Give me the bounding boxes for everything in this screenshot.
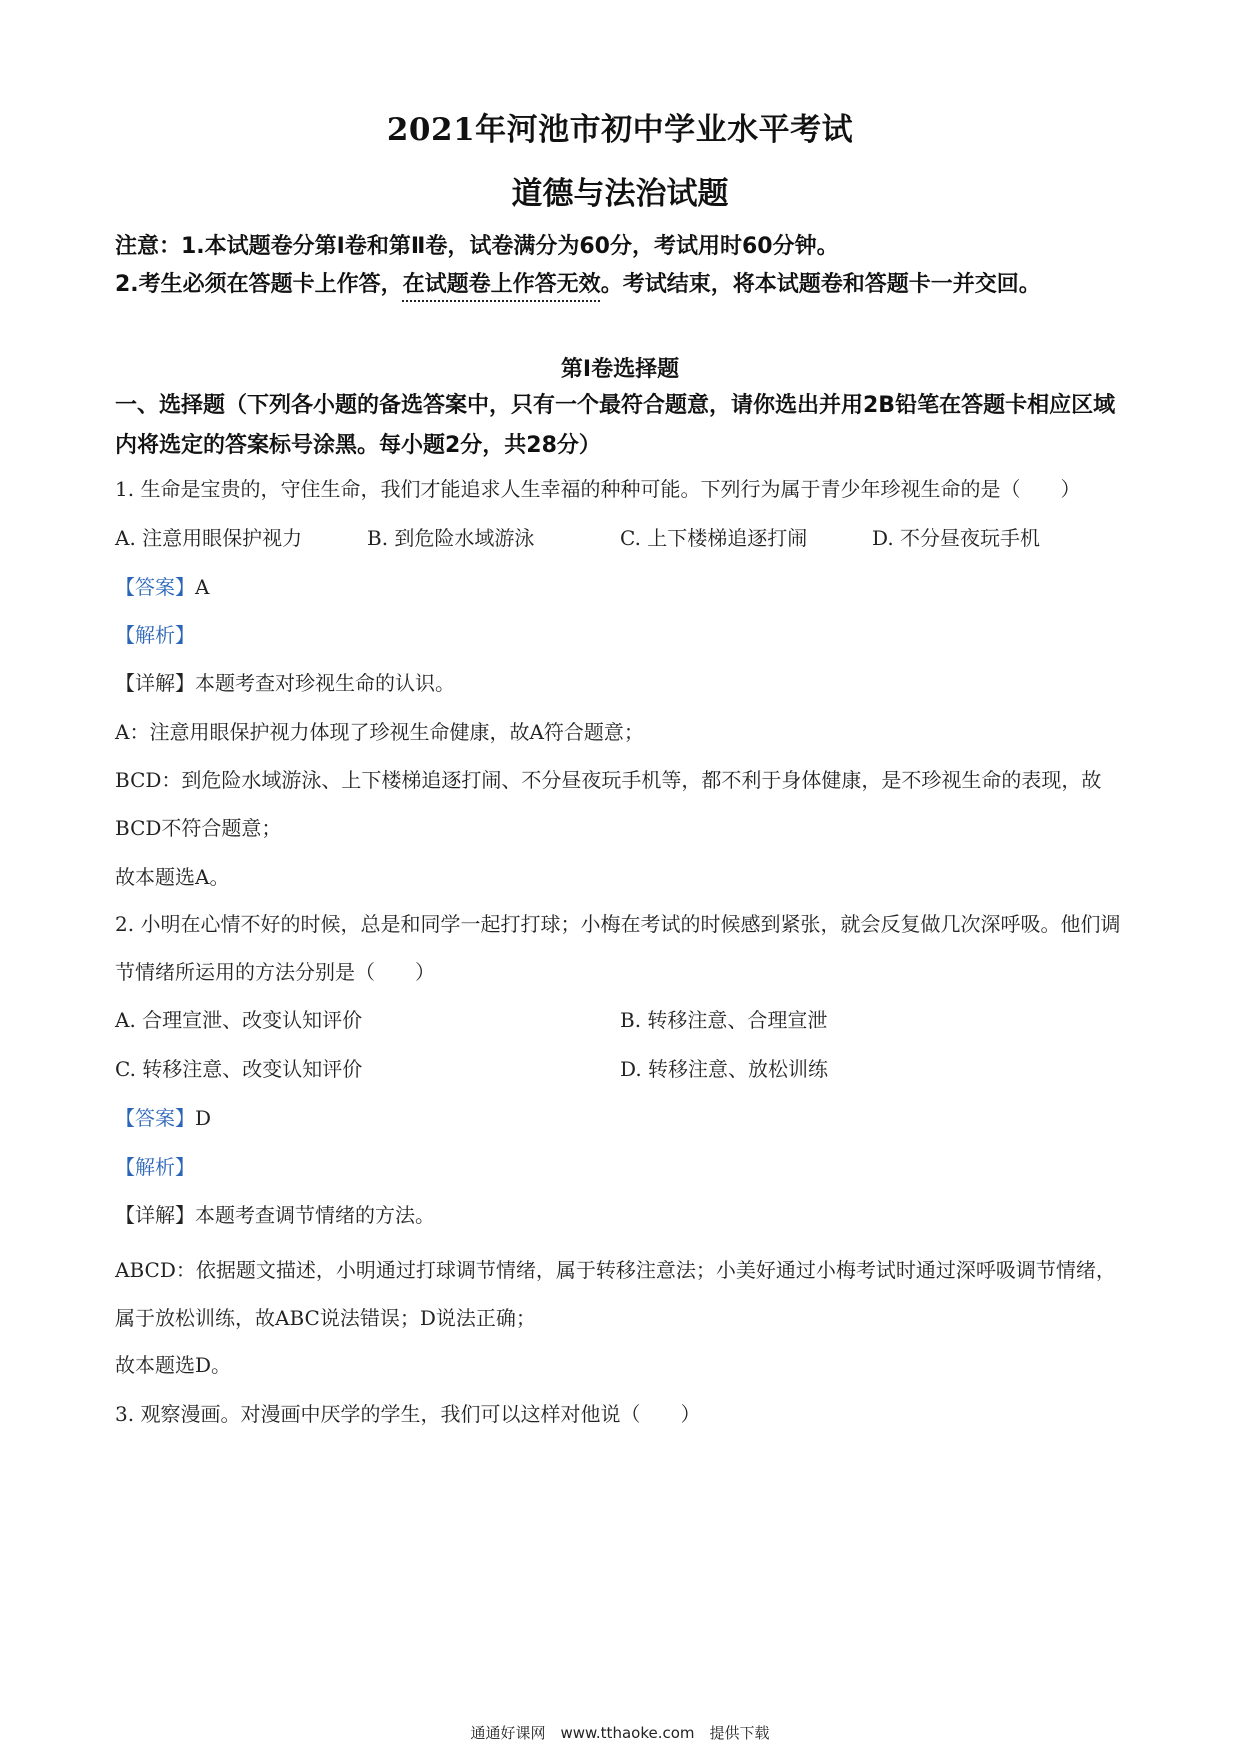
- q2-stem: 2. 小明在心情不好的时候，总是和同学一起打打球；小梅在考试的时候感到紧张，就会反复做几次深呼吸。他们调节情绪所运用的方法分别是（ ）: [115, 912, 1121, 984]
- answer-tag: 【答案】: [115, 575, 195, 599]
- q1-explanation-bcd: BCD：到危险水域游泳、上下楼梯追逐打闹、不分昼夜玩手机等，都不利于身体健康，是不珍视生命的表现，故BCD不符合题意；: [115, 768, 1102, 840]
- q3-stem: 3. 观察漫画。对漫画中厌学的学生，我们可以这样对他说（ ）: [115, 1402, 701, 1426]
- q1-option-c: C. 上下楼梯追逐打闹: [620, 526, 808, 550]
- q2-explanation: ABCD：依据题文描述，小明通过打球调节情绪，属于转移注意法；小美好通过小梅考试时通过深呼吸调节情绪，属于放松训练，故ABC说法错误；D说法正确；: [115, 1258, 1116, 1330]
- q2-answer-value: D: [195, 1106, 212, 1130]
- exam-title: 2021年河池市初中学业水平考试: [386, 112, 854, 148]
- notice-text-a: 2.考生必须在答题卡上作答，: [115, 272, 403, 297]
- notice-emphasis: 在试题卷上作答无效: [402, 272, 601, 297]
- q2-analysis: [115, 1145, 1135, 1189]
- q1-answer-value: A: [195, 575, 210, 599]
- answer-tag: 【答案】: [115, 1106, 195, 1130]
- q1-stem: 1. 生命是宝贵的，守住生命，我们才能追求人生幸福的种种可能。下列行为属于青少年珍视生命的是（ ）: [115, 477, 1081, 501]
- q1-explanation-a: A：注意用眼保护视力体现了珍视生命健康，故A符合题意；: [115, 720, 644, 744]
- exam-subtitle: 道德与法治试题: [511, 176, 729, 212]
- detail-tag: 【详解】: [115, 671, 195, 695]
- q2-option-c: C. 转移注意、改变认知评价: [115, 1057, 363, 1081]
- analysis-tag: 【解析】: [115, 623, 195, 647]
- q2-option-b: B. 转移注意、合理宣泄: [620, 1008, 828, 1032]
- section-title: 第Ⅰ卷选择题: [560, 357, 680, 382]
- q1-analysis: [115, 613, 1135, 657]
- q2-option-d: D. 转移注意、放松训练: [620, 1057, 829, 1081]
- q1-option-d: D. 不分昼夜玩手机: [872, 526, 1041, 550]
- notice-text-b: 。考试结束，将本试题卷和答题卡一并交回。: [600, 272, 1041, 297]
- q1-detail-text: 本题考查对珍视生命的认识。: [195, 671, 455, 695]
- notice-line-1: 注意：1.本试题卷分第Ⅰ卷和第Ⅱ卷，试卷满分为60分，考试用时60分钟。: [115, 234, 839, 259]
- q2-detail-text: 本题考查调节情绪的方法。: [195, 1203, 435, 1227]
- q2-answer: [115, 1096, 1135, 1140]
- page-footer: 通通好课网 www.tthaoke.com 提供下载: [470, 1724, 770, 1742]
- q1-detail: [115, 661, 1135, 705]
- q1-conclusion: 故本题选A。: [115, 865, 230, 889]
- q1-option-b: B. 到危险水域游泳: [367, 526, 535, 550]
- q1-option-a: A. 注意用眼保护视力: [115, 526, 303, 550]
- q2-conclusion: 故本题选D。: [115, 1353, 232, 1377]
- detail-tag: 【详解】: [115, 1203, 195, 1227]
- part-title: 一、选择题（下列各小题的备选答案中，只有一个最符合题意，请你选出并用2B铅笔在答题卡相应区域内将选定的答案标号涂黑。每小题2分，共28分）: [115, 393, 1116, 458]
- q2-option-a: A. 合理宣泄、改变认知评价: [115, 1008, 363, 1032]
- q1-answer: [115, 565, 1135, 609]
- q2-detail: [115, 1193, 1135, 1237]
- notice-line-2: [115, 264, 1135, 306]
- analysis-tag: 【解析】: [115, 1155, 195, 1179]
